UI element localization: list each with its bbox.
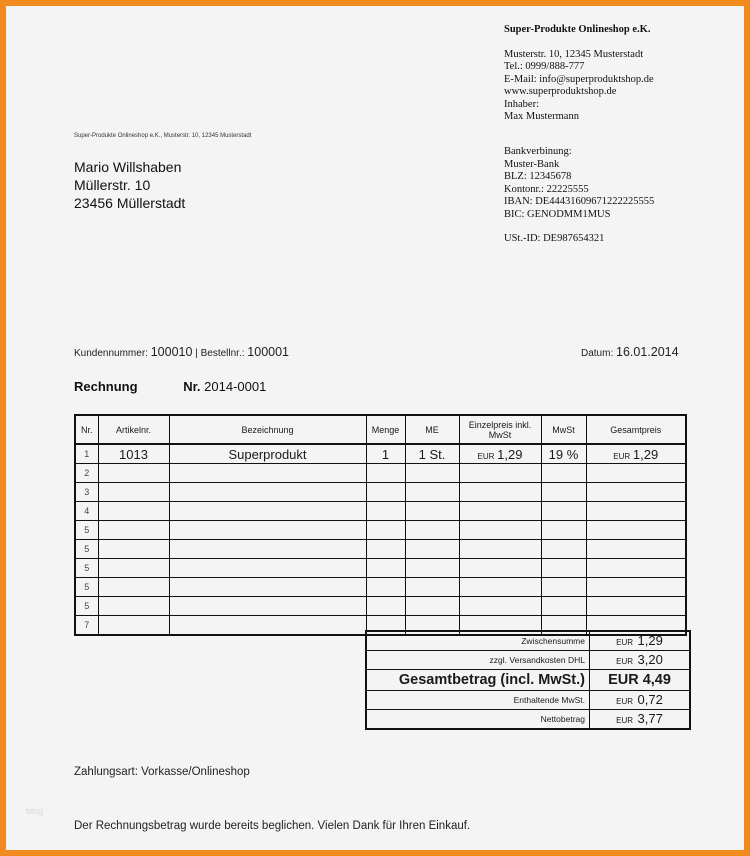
vat-label: Enthaltende MwSt.	[366, 691, 590, 710]
payment-method: Zahlungsart: Vorkasse/Onlineshop	[74, 766, 250, 778]
row-description	[169, 616, 366, 636]
row-description	[169, 578, 366, 597]
row-unit: 1 St.	[405, 444, 459, 464]
row-description	[169, 597, 366, 616]
bank-blz: BLZ: 12345678	[504, 171, 572, 182]
subtotal-label: Zwischensumme	[366, 631, 590, 651]
table-row	[75, 483, 686, 502]
row-unit-price	[459, 464, 541, 483]
row-qty	[366, 483, 405, 502]
grand-total-row	[366, 670, 690, 691]
row-unit	[405, 597, 459, 616]
thank-you-note: Der Rechnungsbetrag wurde bereits beglichen. Vielen Dank für Ihren Einkauf.	[74, 820, 471, 832]
row-unit-price	[459, 578, 541, 597]
row-total	[586, 483, 686, 502]
row-nr: 5	[75, 578, 98, 597]
row-unit-price	[459, 521, 541, 540]
row-qty	[366, 540, 405, 559]
row-nr: 5	[75, 540, 98, 559]
row-vat	[541, 597, 586, 616]
row-vat	[541, 521, 586, 540]
row-nr: 5	[75, 597, 98, 616]
row-unit	[405, 464, 459, 483]
row-article	[98, 502, 169, 521]
row-article	[98, 559, 169, 578]
recipient-address	[74, 158, 185, 212]
row-unit	[405, 540, 459, 559]
return-address-line: Super-Produkte Onlineshop e.K., Musterstr. 10, 12345 Musterstadt	[74, 133, 252, 139]
bank-label: Bankverbinung:	[504, 146, 572, 157]
col-header-total: Gesamtpreis	[586, 415, 686, 444]
row-qty	[366, 521, 405, 540]
row-total	[586, 464, 686, 483]
row-qty	[366, 597, 405, 616]
row-nr: 1	[75, 444, 98, 464]
invoice-number-label: Nr.	[183, 379, 201, 394]
row-description	[169, 483, 366, 502]
row-article: 1013	[98, 444, 169, 464]
sender-tel: Tel.: 0999/888-777	[504, 61, 585, 72]
table-header-row	[75, 415, 686, 444]
invoice-date	[581, 345, 679, 359]
grand-total-value: EUR 4,49	[590, 670, 691, 691]
row-article	[98, 578, 169, 597]
row-nr: 2	[75, 464, 98, 483]
bank-account: Kontonr.: 22225555	[504, 183, 589, 195]
row-total	[586, 502, 686, 521]
recipient-city: 23456 Müllerstadt	[74, 195, 186, 211]
vat-row	[366, 691, 690, 710]
shipping-label: zzgl. Versandkosten DHL	[366, 651, 590, 670]
sender-owner: Max Mustermann	[504, 111, 579, 122]
net-row	[366, 710, 690, 730]
net-label: Nettobetrag	[366, 710, 590, 730]
col-header-qty: Menge	[366, 415, 405, 444]
meta-separator: |	[192, 348, 201, 359]
table-row	[75, 444, 686, 464]
row-vat	[541, 559, 586, 578]
invoice-title-label: Rechnung	[74, 379, 138, 394]
shipping-row	[366, 651, 690, 670]
sender-web: www.superproduktshop.de	[504, 86, 617, 97]
bank-iban: IBAN: DE44431609671222225555	[504, 196, 655, 207]
row-vat: 19 %	[541, 444, 586, 464]
row-total	[586, 521, 686, 540]
row-nr: 5	[75, 559, 98, 578]
row-qty: 1	[366, 444, 405, 464]
row-unit	[405, 521, 459, 540]
date-value: 16.01.2014	[616, 345, 679, 359]
row-description	[169, 559, 366, 578]
col-header-article: Artikelnr.	[98, 415, 169, 444]
row-description	[169, 521, 366, 540]
row-article	[98, 464, 169, 483]
row-article	[98, 597, 169, 616]
row-qty	[366, 578, 405, 597]
sender-email: E-Mail: info@superproduktshop.de	[504, 73, 654, 85]
bank-name: Muster-Bank	[504, 158, 560, 170]
watermark: blog	[26, 806, 44, 816]
row-article	[98, 521, 169, 540]
row-vat	[541, 483, 586, 502]
line-items-table	[74, 414, 687, 636]
vat-value: EUR 0,72	[590, 691, 691, 710]
table-row	[75, 559, 686, 578]
row-unit-price	[459, 559, 541, 578]
row-description	[169, 464, 366, 483]
invoice-meta	[74, 345, 289, 359]
row-unit-price	[459, 540, 541, 559]
vat-id: USt.-ID: DE987654321	[504, 233, 605, 244]
row-vat	[541, 502, 586, 521]
row-unit-price	[459, 597, 541, 616]
row-unit	[405, 502, 459, 521]
table-row	[75, 502, 686, 521]
row-description	[169, 502, 366, 521]
row-total	[586, 578, 686, 597]
table-row	[75, 540, 686, 559]
row-total	[586, 559, 686, 578]
shipping-value: EUR 3,20	[590, 651, 691, 670]
col-header-nr: Nr.	[75, 415, 98, 444]
order-number: 100001	[247, 345, 290, 359]
row-unit	[405, 483, 459, 502]
sender-shop-name: Super-Produkte Onlineshop e.K.	[504, 24, 651, 35]
row-total	[586, 597, 686, 616]
row-article	[98, 540, 169, 559]
col-header-unit: ME	[405, 415, 459, 444]
row-article	[98, 483, 169, 502]
grand-total-label: Gesamtbetrag (incl. MwSt.)	[366, 670, 590, 691]
invoice-page	[6, 6, 744, 850]
row-unit	[405, 559, 459, 578]
table-row	[75, 597, 686, 616]
row-unit-price	[459, 483, 541, 502]
row-nr: 4	[75, 502, 98, 521]
invoice-title	[74, 379, 266, 394]
order-number-label: Bestellnr.:	[200, 348, 245, 359]
col-header-vat: MwSt	[541, 415, 586, 444]
row-qty	[366, 464, 405, 483]
bank-block	[504, 146, 654, 246]
row-vat	[541, 464, 586, 483]
sender-block	[504, 24, 654, 124]
row-unit	[405, 578, 459, 597]
row-article	[98, 616, 169, 636]
col-header-description: Bezeichnung	[169, 415, 366, 444]
date-label: Datum:	[581, 348, 614, 359]
recipient-street: Müllerstr. 10	[74, 177, 151, 193]
row-unit-price: EUR 1,29	[459, 444, 541, 464]
row-description: Superprodukt	[169, 444, 366, 464]
bank-bic: BIC: GENODMM1MUS	[504, 208, 611, 220]
customer-number-label: Kundennummer:	[74, 348, 148, 359]
customer-number: 100010	[150, 345, 193, 359]
totals-table	[365, 630, 691, 730]
row-total: EUR 1,29	[586, 444, 686, 464]
row-total	[586, 540, 686, 559]
row-vat	[541, 578, 586, 597]
table-row	[75, 578, 686, 597]
subtotal-row	[366, 631, 690, 651]
subtotal-value: EUR 1,29	[590, 631, 691, 651]
invoice-number: 2014-0001	[204, 379, 267, 394]
table-row	[75, 521, 686, 540]
row-nr: 5	[75, 521, 98, 540]
row-description	[169, 540, 366, 559]
row-qty	[366, 502, 405, 521]
sender-owner-label: Inhaber:	[504, 98, 539, 110]
row-unit-price	[459, 502, 541, 521]
row-nr: 7	[75, 616, 98, 636]
net-value: EUR 3,77	[590, 710, 691, 730]
row-qty	[366, 559, 405, 578]
row-vat	[541, 540, 586, 559]
table-row	[75, 464, 686, 483]
col-header-unit-price: Einzelpreis inkl. MwSt	[459, 415, 541, 444]
recipient-name: Mario Willshaben	[74, 159, 182, 175]
row-nr: 3	[75, 483, 98, 502]
sender-street: Musterstr. 10, 12345 Musterstadt	[504, 48, 644, 60]
